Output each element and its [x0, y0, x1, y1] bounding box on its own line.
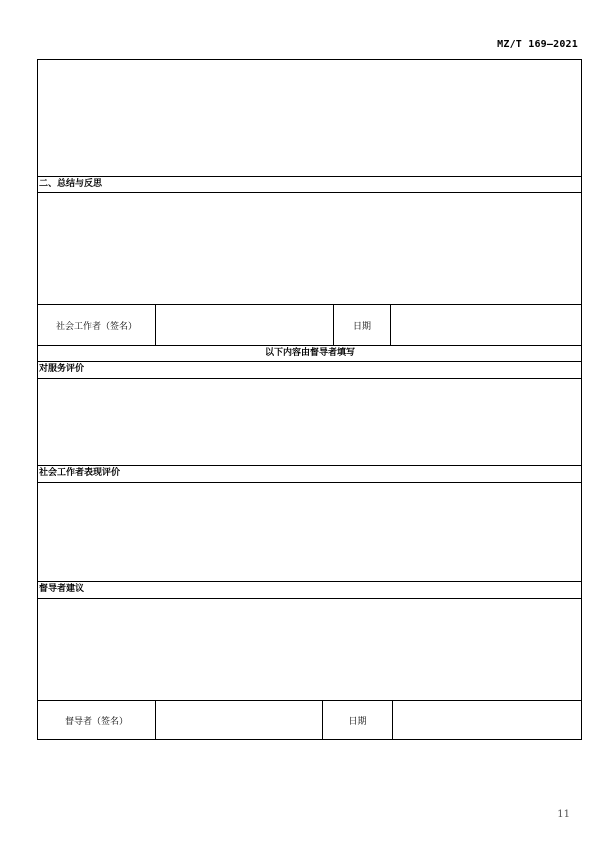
worker-signature-field[interactable]: [156, 305, 334, 345]
supervisor-signature-label: 督导者（签名）: [38, 701, 156, 739]
summary-section-title-text: 二、总结与反思: [39, 179, 103, 189]
service-evaluation-title: [38, 362, 581, 379]
service-evaluation-area[interactable]: [38, 379, 581, 466]
document-code: MZ/T 169—2021: [497, 39, 578, 50]
supervisor-signature-field[interactable]: [156, 701, 323, 739]
supervisor-date-field[interactable]: [393, 701, 581, 739]
worker-evaluation-title-text: 社会工作者表现评价: [39, 468, 121, 478]
supervisor-note-row: [38, 346, 581, 362]
supervisor-date-label: 日期: [323, 701, 393, 739]
supervisor-signature-row: [38, 701, 581, 739]
supervisor-advice-area[interactable]: [38, 599, 581, 701]
summary-section-title: [38, 177, 581, 193]
worker-date-field[interactable]: [391, 305, 581, 345]
supervisor-note-text: 以下内容由督导者填写: [264, 348, 355, 358]
supervision-form-table: [37, 59, 582, 740]
service-evaluation-title-text: 对服务评价: [39, 364, 85, 374]
supervisor-advice-title: [38, 582, 581, 599]
worker-date-label: 日期: [334, 305, 391, 345]
worker-evaluation-area[interactable]: [38, 483, 581, 582]
page-number: 11: [557, 809, 570, 820]
worker-evaluation-title: [38, 466, 581, 483]
worker-signature-label: 社会工作者（签名）: [38, 305, 156, 345]
summary-content-area[interactable]: [38, 193, 581, 305]
previous-content-area[interactable]: [38, 60, 581, 177]
supervisor-advice-title-text: 督导者建议: [39, 584, 85, 594]
worker-signature-row: [38, 305, 581, 346]
